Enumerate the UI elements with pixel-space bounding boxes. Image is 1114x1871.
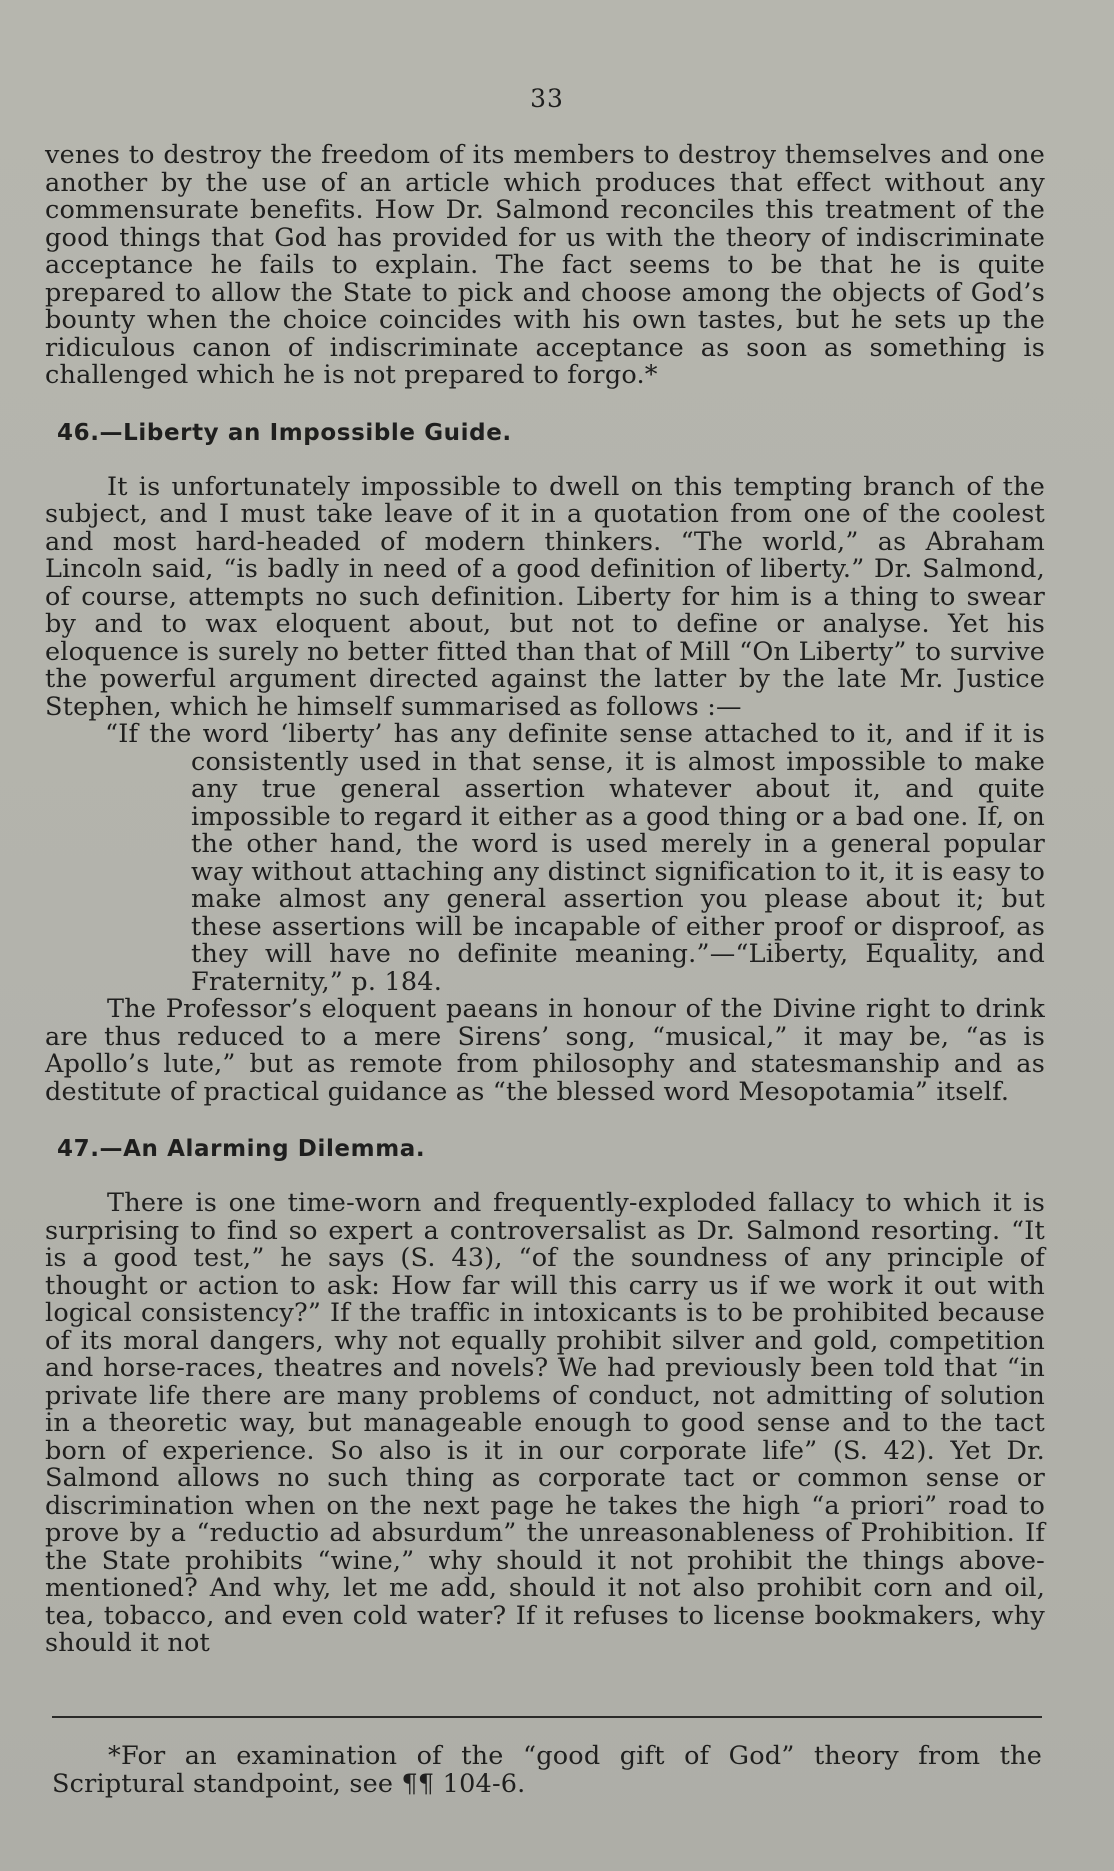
paragraph-liberty: It is unfortunately impossible to dwell on this tempting branch of the subject, and I must take leave of it in a quotation from one of the coolest and most hard-headed of modern thinkers. “The world,” as Abraham Lincoln said, “is badly in need of a good definition of liberty.” Dr. Salmond, of course, attempts no such definition. Liberty for him is a thing to swear by and to wax eloquent about, but not to define or analyse. Yet his eloquence is surely no better fitted than that of Mill “On Liberty” to survive the powerful argument directed against the latter by the late Mr. Justice Stephen, which he himself summarised as follows :—: [45, 471, 1045, 722]
page-number: 33: [530, 84, 564, 113]
continued-paragraph: venes to destroy the freedom of its members to destroy themselves and one another by the use of an article which produces that effect without any commensurate benefits. How Dr. Salmond reconciles this treatment of the good things that God has provided for us with the theory of indiscriminate acceptance he fails to explain. The fact seems to be that he is quite prepared to allow the State to pick and choose among the objects of God’s bounty when the choice coincides with his own tastes, but he sets up the ridiculous canon of indiscriminate acceptance as soon as something is challenged which he is not prepared to forgo.*: [45, 140, 1045, 390]
section-heading-47: 47.—An Alarming Dilemma.: [57, 1136, 426, 1162]
paragraph-dilemma: There is one time-worn and frequently-exploded fallacy to which it is surprising to find so expert a controversalist as Dr. Salmond resorting. “It is a good test,” he says (S. 43), “of the soundness of any principle of thought or action to ask: How far will this carry us if we work it out with logical consistency?” If the traffic in intoxicants is to be prohibited because of its moral dangers, why not equally prohibit silver and gold, competition and horse-races, theatres and novels? We had previously been told that “in private life there are many problems of conduct, not admitting of solution in a theoretic way, but manageable enough to good sense and to the tact born of experience. So also is it in our corporate life” (S. 42). Yet Dr. Salmond allows no such thing as corporate tact or common sense or discrimination when on the next page he takes the high “a priori” road to prove by a “reductio ad absurdum” the unreasonableness of Prohibition. If the State prohibits “wine,” why should it not prohibit the things above-mentioned? And why, let me add, should it not also prohibit corn and oil, tea, tobacco, and even cold water? If it refuses to license bookmakers, why should it not: [45, 1188, 1045, 1658]
footnote: *For an examination of the “good gift of God” theory from the Scriptural standpoint, see ¶¶ 104-6.: [52, 1741, 1042, 1799]
block-quote-stephen: “If the word ‘liberty’ has any definite sense attached to it, and if it is consistently used in that sense, it is almost impossible to make any true general assertion whatever about it, and quite impossible to regard it either as a good thing or a bad one. If, on the other hand, the word is used merely in a general popular way without attaching any distinct signification to it, it is easy to make almost any general assertion you please about it; but these assertions will be incapable of either proof or disproof, as they will have no definite meaning.”—“Liberty, Equality, and Fraternity,” p. 184.: [105, 719, 1045, 997]
page-body: [45, 142, 1045, 1658]
section-heading-46: 46.—Liberty an Impossible Guide.: [57, 419, 512, 446]
footnote-divider: [52, 1716, 1042, 1718]
paragraph-professor: The Professor’s eloquent paeans in honour of the Divine right to drink are thus reduced to a mere Sirens’ song, “musical,” it may be, “as is Apollo’s lute,” but as remote from philosophy and statesmanship and as destitute of practical guidance as “the blessed word Mesopotamia” itself.: [45, 994, 1045, 1107]
